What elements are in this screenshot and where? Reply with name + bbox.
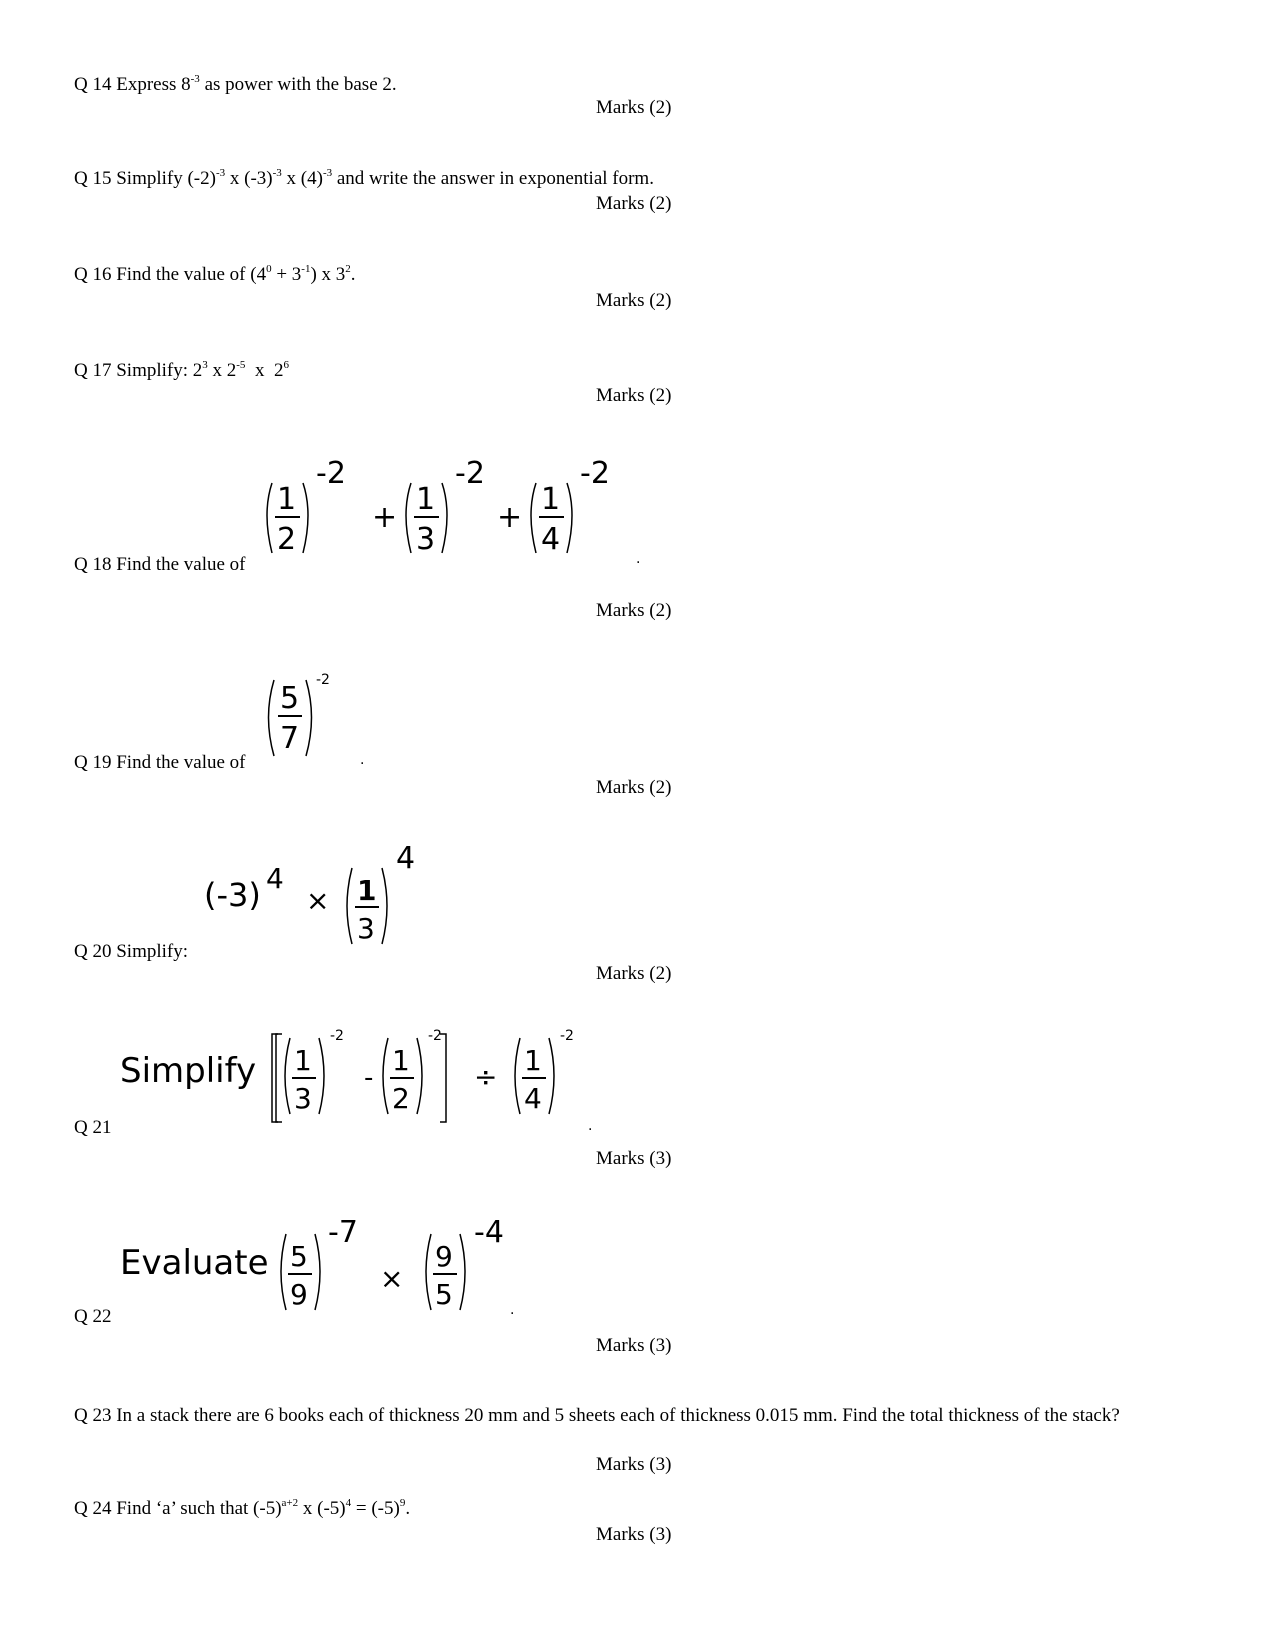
exponent: 3 (202, 359, 208, 371)
fraction (515, 1028, 574, 1115)
question-24: Q 24 Find ‘a’ such that $(-5)^{a+2}$ x $(-5)^4 = (-5)^9$. (74, 1497, 411, 1519)
q18-math-expression (262, 455, 642, 570)
question-21: Q 21 (74, 1117, 112, 1138)
svg-text:9: 9 (435, 1240, 453, 1273)
svg-text:5: 5 (435, 1278, 453, 1311)
svg-text:1: 1 (277, 482, 297, 517)
question-19: Q 19 Find the value of (74, 752, 246, 773)
question-15: Q 15 Simplify $(-2)^{-3}$ x $(-3)^{-3}$ x $(4)^{-3}$ and write the answer in exponential form. (74, 167, 654, 189)
exponent: -3 (190, 73, 200, 85)
svg-text:4: 4 (524, 1082, 542, 1115)
divide-operator: ÷ (474, 1060, 498, 1093)
marks-q16: Marks (2) (596, 290, 672, 311)
times-operator: × (380, 1262, 404, 1295)
svg-text:1: 1 (541, 482, 561, 517)
exponent: -5 (236, 359, 246, 371)
exponent: -2 (316, 672, 330, 688)
svg-text:5: 5 (290, 1240, 308, 1273)
svg-text:3: 3 (294, 1082, 312, 1115)
question-23: Q 23 In a stack there are 6 books each of thickness 20 mm and 5 sheets each of thickness 0.015 mm. Find the total thickness of the stack? (74, 1405, 1120, 1426)
exponent: a+2 (281, 1497, 299, 1509)
svg-text:1: 1 (294, 1044, 312, 1077)
svg-text:.: . (636, 551, 641, 567)
plus-operator: + (497, 500, 523, 535)
svg-text:1: 1 (392, 1044, 410, 1077)
marks-q19: Marks (2) (596, 777, 672, 798)
q21-math-expression (118, 1026, 598, 1136)
question-17: Q 17 Simplify: $2^3$ x $2^{-5}$ x $2^6$ (74, 359, 289, 381)
exponent: -2 (316, 456, 346, 491)
svg-text:1: 1 (357, 874, 377, 907)
svg-text:.: . (360, 752, 365, 768)
q22-math-expression (118, 1212, 538, 1332)
exponent: 0 (266, 263, 272, 275)
svg-text:4: 4 (541, 522, 561, 557)
exponent: 2 (345, 263, 351, 275)
minus-operator: - (364, 1063, 374, 1093)
fraction (269, 672, 330, 756)
fraction (383, 1028, 442, 1115)
q20-math-expression (202, 841, 432, 958)
question-16: Q 16 Find the value of $(4^0 + 3^{-1})$ x $3^2$. (74, 263, 356, 285)
fraction (267, 456, 346, 557)
q19-math-expression (262, 672, 372, 772)
base: (-3) (204, 876, 261, 914)
fraction (347, 841, 415, 945)
svg-text:.: . (588, 1118, 593, 1134)
question-22: Q 22 (74, 1306, 112, 1327)
question-14: Q 14 Express $8^{-3}$ as power with the base 2. (74, 73, 397, 95)
exponent: -2 (560, 1028, 574, 1044)
svg-text:3: 3 (357, 912, 375, 945)
marks-q17: Marks (2) (596, 385, 672, 406)
exponent: -2 (428, 1028, 442, 1044)
exponent: -4 (474, 1215, 504, 1250)
fraction (281, 1215, 358, 1311)
exponent: -2 (455, 456, 485, 491)
exponent: 4 (266, 862, 284, 895)
exponent: -3 (272, 167, 282, 179)
svg-text:.: . (510, 1302, 515, 1318)
exponent: -1 (301, 263, 311, 275)
question-20: Q 20 Simplify: (74, 941, 189, 962)
exponent: -2 (580, 456, 610, 491)
marks-q24: Marks (3) (596, 1524, 672, 1545)
fraction (531, 456, 610, 557)
svg-text:1: 1 (416, 482, 436, 517)
exponent: 9 (399, 1497, 406, 1509)
exponent: -2 (330, 1028, 344, 1044)
question-18: Q 18 Find the value of (74, 554, 246, 575)
svg-text:2: 2 (277, 522, 297, 557)
svg-text:3: 3 (416, 522, 436, 557)
fraction (406, 456, 485, 557)
marks-q15: Marks (2) (596, 193, 672, 214)
fraction (426, 1215, 504, 1311)
marks-q23: Marks (3) (596, 1454, 672, 1475)
evaluate-word: Evaluate (120, 1243, 269, 1283)
marks-q18: Marks (2) (596, 600, 672, 621)
svg-text:2: 2 (392, 1082, 410, 1115)
plus-operator: + (372, 500, 398, 535)
marks-q21: Marks (3) (596, 1148, 672, 1169)
svg-text:5: 5 (280, 681, 300, 716)
svg-text:9: 9 (290, 1278, 308, 1311)
simplify-word: Simplify (120, 1051, 257, 1091)
exponent: -7 (328, 1215, 358, 1250)
svg-text:1: 1 (524, 1044, 542, 1077)
times-operator: × (306, 884, 330, 917)
exponent: -3 (215, 167, 226, 179)
fraction (285, 1028, 344, 1115)
exponent: 4 (396, 841, 416, 876)
exponent: -3 (322, 167, 333, 179)
exponent: 6 (283, 359, 289, 371)
marks-q22: Marks (3) (596, 1335, 672, 1356)
svg-text:7: 7 (280, 721, 300, 756)
marks-q20: Marks (2) (596, 963, 672, 984)
marks-q14: Marks (2) (596, 97, 672, 118)
exponent: 4 (345, 1497, 352, 1509)
